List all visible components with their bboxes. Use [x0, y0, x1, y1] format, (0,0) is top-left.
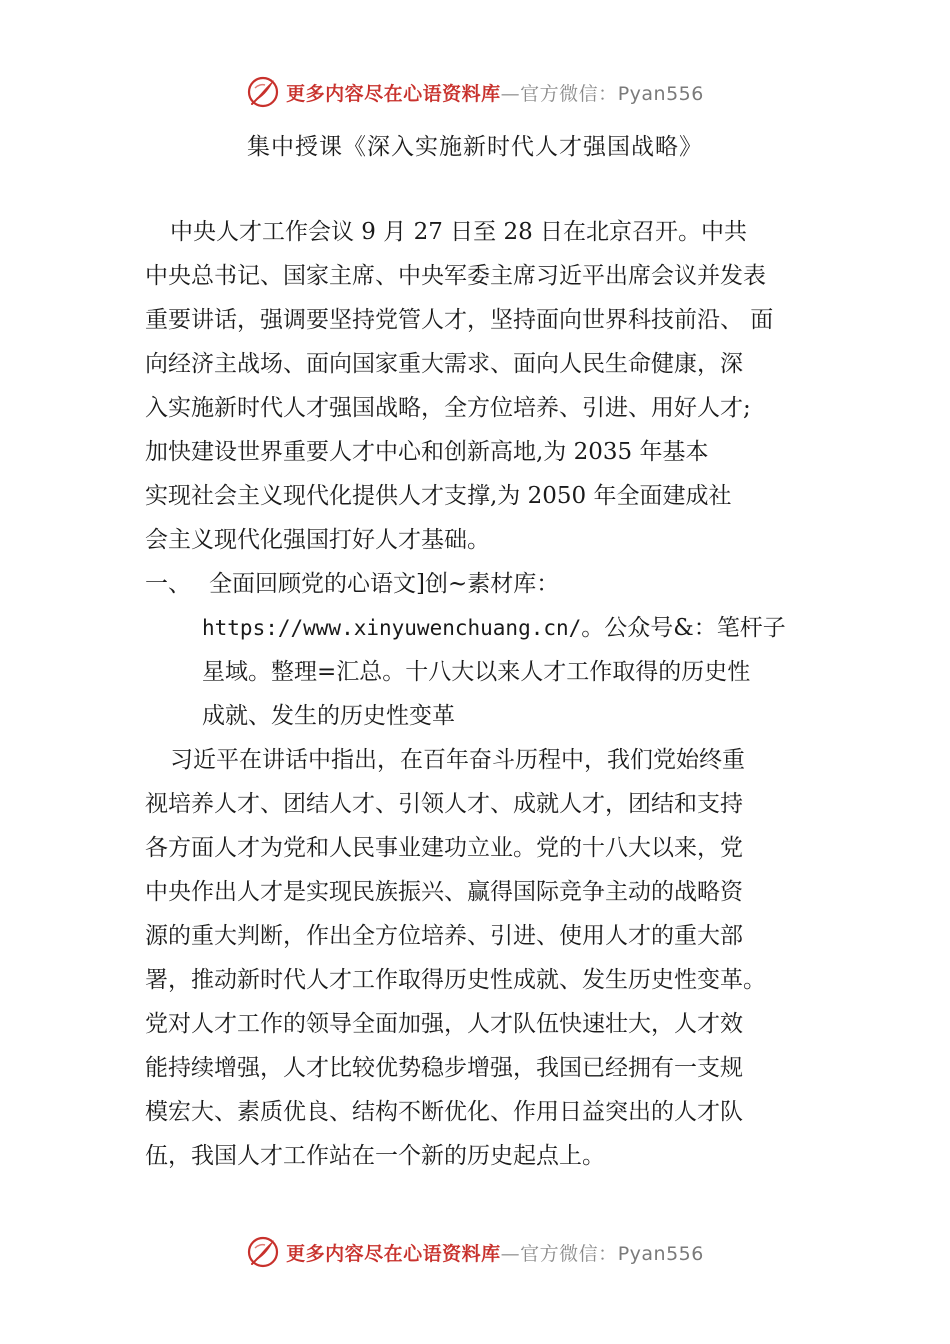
banner-wechat-label: 官方微信： — [520, 82, 618, 105]
quill-pen-logo-icon — [246, 1235, 280, 1269]
body-line-4: 中央作出人才是实现民族振兴、赢得国际竞争主动的战略资 — [145, 879, 743, 905]
body-line-7: 党对人才工作的领导全面加强，人才队伍快速壮大，人才效 — [145, 1011, 743, 1037]
document-body — [145, 210, 810, 1178]
banner-text — [286, 79, 704, 106]
section-heading-line-1: 全面回顾党的心语文]创~素材库： — [209, 571, 560, 597]
banner-wechat-id: Pyan556 — [617, 1242, 704, 1265]
quill-pen-logo-icon — [246, 75, 280, 109]
intro-line-5: 入实施新时代人才强国战略，全方位培养、引进、用好人才; — [145, 395, 751, 421]
banner-lead: 更多内容尽在心语资料库 — [286, 82, 501, 105]
banner-wechat-label: 官方微信： — [520, 1242, 618, 1265]
intro-line-3: 重要讲话，强调要坚持党管人才，坚持面向世界科技前沿、 面 — [145, 307, 774, 333]
body-line-2: 视培养人才、团结人才、引领人才、成就人才，团结和支持 — [145, 791, 743, 817]
body-line-5: 源的重大判断，作出全方位培养、引进、使用人才的重大部 — [145, 923, 743, 949]
source-url: https://www.xinyuwenchuang.cn/ — [202, 616, 582, 640]
section-number: 一、 — [145, 571, 191, 597]
section-heading-line-2-rest: 。公众号&：笔杆子 — [581, 615, 786, 641]
banner-separator: — — [500, 1242, 521, 1265]
body-line-9: 模宏大、素质优良、结构不断优化、作用日益突出的人才队 — [145, 1099, 743, 1125]
intro-line-8: 会主义现代化强国打好人才基础。 — [145, 527, 490, 553]
intro-line-6: 加快建设世界重要人才中心和创新高地,为 2035 年基本 — [145, 439, 709, 465]
banner-separator: — — [500, 82, 521, 105]
body-line-1: 习近平在讲话中指出，在百年奋斗历程中，我们党始终重 — [170, 747, 745, 773]
body-line-3: 各方面人才为党和人民事业建功立业。党的十八大以来，党 — [145, 835, 743, 861]
header-banner — [0, 72, 950, 112]
body-line-6: 署，推动新时代人才工作取得历史性成就、发生历史性变革。 — [145, 967, 766, 993]
section-heading-line-2 — [145, 606, 810, 650]
body-line-10: 伍，我国人才工作站在一个新的历史起点上。 — [145, 1143, 605, 1169]
footer-banner — [0, 1232, 950, 1272]
intro-line-4: 向经济主战场、面向国家重大需求、面向人民生命健康，深 — [145, 351, 743, 377]
section-heading-1 — [145, 562, 810, 606]
banner-text — [286, 1239, 704, 1266]
body-line-8: 能持续增强，人才比较优势稳步增强，我国已经拥有一支规 — [145, 1055, 743, 1081]
banner-wechat-id: Pyan556 — [617, 82, 704, 105]
intro-line-1: 中央人才工作会议 9 月 27 日至 28 日在北京召开。中共 — [170, 219, 748, 245]
section-heading-line-4: 成就、发生的历史性变革 — [202, 703, 455, 729]
document-title: 集中授课《深入实施新时代人才强国战略》 — [247, 134, 703, 160]
intro-line-7: 实现社会主义现代化提供人才支撑,为 2050 年全面建成社 — [145, 483, 732, 509]
banner-lead: 更多内容尽在心语资料库 — [286, 1242, 501, 1265]
intro-line-2: 中央总书记、国家主席、中央军委主席习近平出席会议并发表 — [145, 263, 766, 289]
section-heading-line-3: 星域。整理=汇总。十八大以来人才工作取得的历史性 — [202, 659, 751, 685]
